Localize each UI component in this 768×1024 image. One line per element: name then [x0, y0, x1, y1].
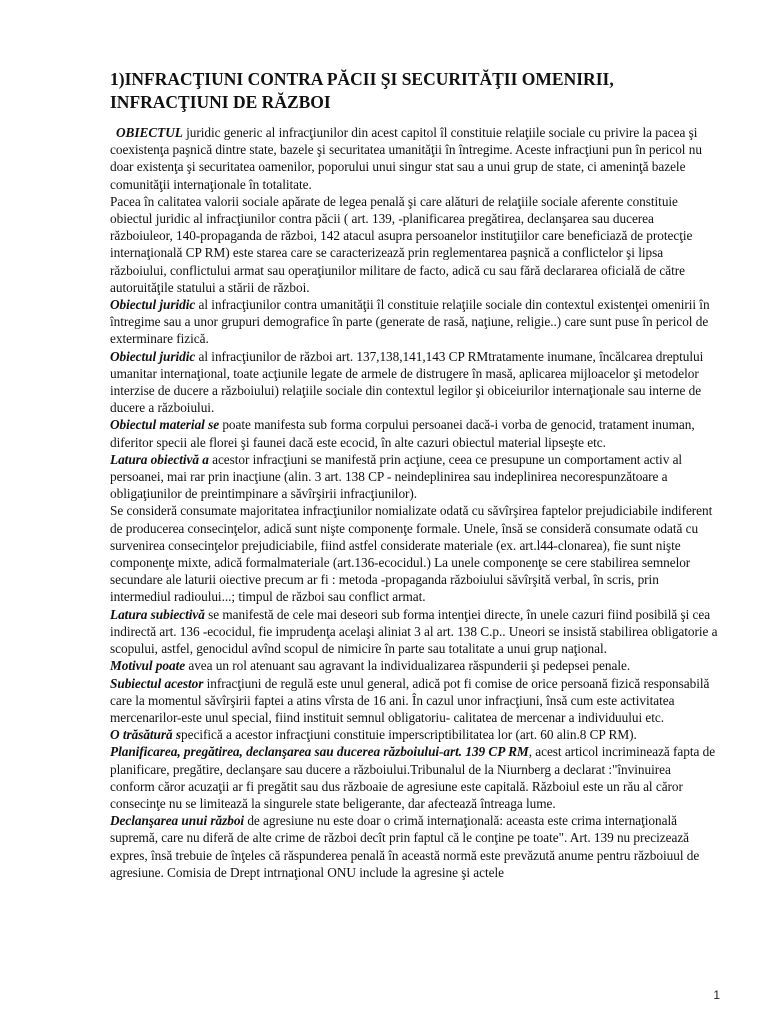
- paragraph-lead: Subiectul acestor: [110, 675, 204, 691]
- paragraph-text: juridic generic al infracţiunilor din acest capitol îl constituie relaţiile sociale cu privire la pacea şi coexistenţa paşnică dintre state, bazele şi securitatea umanităţii în întregime. Aceste infracţiuni pun în pericol nu doar existenţa şi securitatea oamenilor, poporului unui singur stat sau a unui grup de state, ci ameninţă bazele comunităţii internaţionale în totalitate.: [110, 125, 702, 192]
- paragraph-lead: Declanşarea unui război: [110, 813, 245, 829]
- paragraph-lead: Latura obiectivă a: [110, 451, 209, 467]
- paragraph-lead: Obiectul material se: [110, 417, 220, 433]
- paragraph-lead: OBIECTUL: [116, 125, 183, 140]
- document-title: 1)INFRACŢIUNI CONTRA PĂCII ŞI SECURITĂŢII OMENIRII, INFRACŢIUNI DE RĂZBOI: [110, 69, 614, 112]
- paragraph-text: pecifică a acestor infracţiuni constituie imperscriptibilitatea lor (art. 60 alin.8 CP RM).: [181, 727, 637, 743]
- paragraph: [110, 296, 718, 348]
- paragraph-text: acestor infracţiuni se manifestă prin acţiune, ceea ce presupune un comportament activ al persoanei, mai rar prin inacţiune (alin. 3 art. 138 CP - neindeplinirea sau indeplinirea necorespunzătoare a obligaţiunilor de preintimpinare a săvîrşirii infracţiunilor).: [110, 451, 683, 502]
- paragraph-text: , acest articol incriminează fapta de planificare, pregătire, declanşare sau ducere a războiului.Tribunalul de la Niurnberg a declarat :"învinuirea conform căror acuzaţii ar fi pregătit sau dus războaie de agresiune este capitală. Războiul este un rău al căror consecinţe nu se limitează la singurele state beligerante, dar afectează întreaga lume.: [110, 744, 716, 811]
- paragraph-lead: Planificarea, pregătirea, declanşarea sau ducerea războiului-art. 139 CP RM: [110, 744, 529, 760]
- paragraph: [110, 657, 718, 674]
- paragraph-lead: Obiectul juridic: [110, 348, 196, 364]
- paragraph-lead: Motivul poate: [110, 658, 186, 674]
- paragraph-text: Se consideră consumate majoritatea infracţiunilor nomializate odată cu săvîrşirea faptelor prejudiciabile indiferent de producerea consecinţelor, adică sunt nişte componenţe formale. Unele, însă se consideră consumate odată cu survenirea consecinţelor prejudiciabile, fiind astfel considerate materiale (ex. art.l44-clonarea), fie sunt nişte componenţe mixte, adică formalmateriale (art.136-ecocidul.) La unele componenţe se cere stabilirea semnelor secundare ale laturii oiective precum ar fi : metoda -propaganda războiului săvîrşită verbal, în scris, prin intermediul radioului...; timpul de război sau conflict armat.: [110, 503, 713, 605]
- paragraph: [110, 451, 718, 503]
- page-number: 1: [713, 988, 720, 1002]
- paragraph-text: al infracţiunilor contra umanităţii îl constituie relaţiile sociale din contextul existenţei omenirii în întregime sau a unor grupuri demografice în parte (generate de rasă, naţiune, religie..) care sunt puse în pericol de exterminare fizică.: [110, 297, 710, 347]
- paragraph-lead: O trăsătură s: [110, 727, 182, 743]
- paragraph-lead: Latura subiectivă: [110, 606, 205, 622]
- paragraph-text: infracţiuni de regulă este unul general, adică pot fi comise de orice persoană fizică responsabilă care la momentul săvîrşirii faptei a atins vîrsta de 16 ani. În cazul unor infracţiuni, însă cum este activitatea mercenarilor-este unul special, fiind instituit semnul obligatoriu- calitatea de mercenar a individuului etc.: [110, 675, 710, 725]
- paragraph: [110, 675, 718, 727]
- paragraph: [110, 193, 718, 296]
- paragraph: [110, 726, 718, 743]
- paragraph: [110, 743, 718, 812]
- paragraph: [110, 606, 718, 658]
- paragraph: [110, 812, 718, 881]
- document-body: [110, 124, 718, 881]
- paragraph-text: se manifestă de cele mai deseori sub forma intenţiei directe, în unele cazuri fiind posibilă şi cea indirectă art. 136 -ecocidul, fie imprudenţa acelaşi aliniat 3 al art. 138 C.p.. Uneori se insistă stabilirea obligatorie a scopului, astfel, genocidul avînd scopul de nimicire în parte sau totalitate a unui grup naţional.: [110, 606, 718, 657]
- paragraph: [110, 124, 718, 193]
- paragraph-text: de agresiune nu este doar o crimă internaţională: aceasta este crima internaţională supremă, care nu diferă de alte crime de război decît prin faptul că le conţine pe toate". Art. 139 nu precizează expres, însă trebuie de înţeles că răspunderea penală în această normă este prevăzută anume pentru războiuul de agresiune. Comisia de Drept intrnaţional ONU include la agresine şi actele: [110, 813, 700, 880]
- paragraph: [110, 416, 718, 450]
- paragraph: [110, 348, 718, 417]
- paragraph-text: poate manifesta sub forma corpului persoanei dacă-i vorba de genocid, tratament inuman, diferitor specii ale florei şi faunei dacă este ecocid, în alte cazuri obiectul material lipseşte etc.: [110, 417, 695, 450]
- paragraph: [110, 502, 718, 605]
- paragraph-text: al infracţiunilor de război art. 137,138,141,143 CP RMtratamente inumane, încălcarea dreptului umanitar internaţional, toate acţiunile legate de armele de distrugere în masă, aplicarea mijloacelor şi metodelor interzise de ducere a războiului) relaţiile sociale din contextul legilor şi obiceiurilor internaţionale sau interne de ducere a războiului.: [110, 348, 704, 416]
- paragraph-lead: Obiectul juridic: [110, 297, 196, 313]
- paragraph-text: avea un rol atenuant sau agravant la individualizarea răspunderii şi pedepsei penale.: [185, 658, 631, 674]
- paragraph-text: Pacea în calitatea valorii sociale apărate de legea penală şi care alături de relaţiile sociale aferente constituie obiectul juridic al infracţiunilor contra păcii ( art. 139, -planificarea pregătirea, declanşarea sau ducerea războiuleor, 140-propaganda de război, 142 atacul asupra persoanelor instituţiilor care beneficiază de protecţie internaţională CP RM) este starea care se caracterizează prin reglementarea paşnică a conflictelor şi lipsa războiului, conflictului armat sau operaţiunilor militare de facto, adică cu sau fără declararea oficială de către autoruităţile statului a stării de război.: [110, 193, 693, 295]
